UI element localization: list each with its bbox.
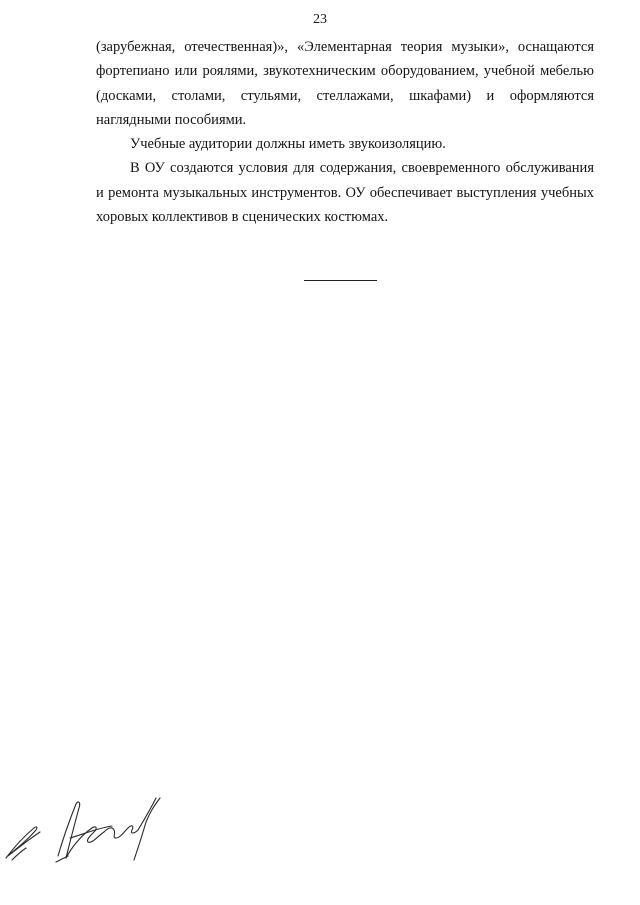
paragraph-instruments: В ОУ создаются условия для содержания, своевременного обслуживания и ремонта музыкальных инструментов. ОУ обеспечивает выступления учебных хоровых коллективов в сценических костюмах. [96,160,594,226]
page-number: 23 [313,12,327,27]
handwritten-signature [0,780,180,880]
paragraph-equipment: (зарубежная, отечественная)», «Элементарная теория музыки», оснащаются фортепиано или роялями, звукотехническим оборудованием, учебной мебелью (досками, столами, стульями, стеллажами, шкафами) и оформляются наглядными пособиями. [96,39,594,128]
paragraph-soundproofing: Учебные аудитории должны иметь звукоизоляцию. [130,136,446,153]
end-of-text-rule [304,280,377,281]
document-body [96,35,594,229]
